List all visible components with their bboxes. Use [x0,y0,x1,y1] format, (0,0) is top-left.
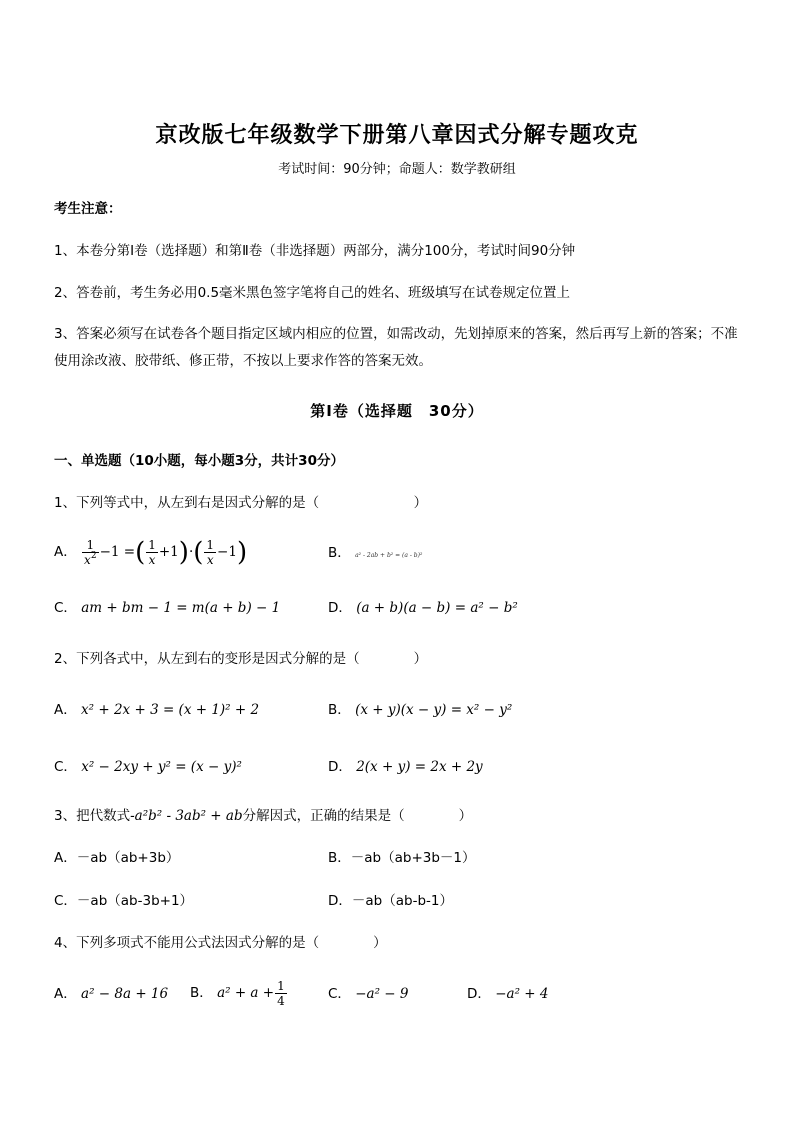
question-3-option-d: D．－ab（ab-b-1） [328,893,453,909]
option-b-label: B． [328,702,351,718]
question-1-option-b [328,543,422,566]
question-4-stem: 4、下列多项式不能用公式法因式分解的是（ ） [54,935,387,951]
option-a-formula: a² − 8a + 16 [81,986,169,1002]
option-d-label: D． [328,759,352,775]
stem-prefix: 3、把代数式 [54,808,131,824]
option-b-label: B． [328,545,351,561]
question-4-option-c [328,984,409,1004]
option-c-formula: x² − 2xy + y² = (x − y)² [81,759,242,775]
notice-item-2: 2、答卷前，考生务必用0.5毫米黑色签字笔将自己的姓名、班级填写在试卷规定位置上 [54,285,571,301]
part-heading: 一、单选题（10小题，每小题3分，共计30分） [54,453,344,469]
notice-heading: 考生注意： [54,201,122,217]
option-a-label: A． [54,986,77,1002]
question-1-option-c [54,598,280,618]
option-b-formula: a² + a + $\frac{1}{4}$ [217,979,285,1008]
option-d-formula: 2(x + y) = 2x + 2y [356,759,483,775]
question-4-option-a [54,984,168,1004]
option-c-label: C． [54,759,77,775]
question-2-option-c [54,757,242,777]
exam-info: 考试时间：90分钟；命题人：数学教研组 [278,162,516,177]
option-a-formula: x² + 2x + 3 = (x + 1)² + 2 [81,702,260,718]
section-title: 第Ⅰ卷（选择题 30分） [310,402,484,420]
notice-item-1: 1、本卷分第Ⅰ卷（选择题）和第Ⅱ卷（非选择题）两部分，满分100分，考试时间90分钟 [54,243,576,259]
stem-expression: -a²b² - 3ab² + ab [130,808,243,824]
option-a-label: A． [54,544,77,560]
page-title: 京改版七年级数学下册第八章因式分解专题攻克 [155,123,639,148]
question-1-option-d [328,598,518,618]
option-a-label: A． [54,702,77,718]
question-3-stem [54,806,472,826]
question-2-option-b [328,700,512,720]
option-d-label: D． [328,600,352,616]
option-a-formula: $\frac{1}{x^2}$ −1 =( $\frac{1}{x}$ +1)·( $\frac{1}{x}$ −1) [84,537,248,568]
option-c-formula: am + bm − 1 = m(a + b) − 1 [81,600,281,616]
option-d-formula: (a + b)(a − b) = a² − b² [356,600,518,616]
option-b-formula-main: a² + a + [217,985,275,1001]
question-2-option-d [328,757,483,777]
option-c-formula: −a² − 9 [355,986,409,1002]
question-3-option-a: A．－ab（ab+3b） [54,850,180,866]
option-b-label: B． [190,985,213,1001]
question-2-stem: 2、下列各式中，从左到右的变形是因式分解的是（ ） [54,651,428,667]
stem-suffix: 分解因式，正确的结果是（ ） [242,808,473,824]
option-b-formula: a² - 2ab + b² = (a - b)² [355,552,423,559]
question-3-option-c: C．－ab（ab-3b+1） [54,893,194,909]
question-4-option-d [467,984,548,1004]
option-b-formula: (x + y)(x − y) = x² − y² [355,702,513,718]
question-1-stem: 1、下列等式中，从左到右是因式分解的是（ ） [54,495,428,511]
question-1-option-a [54,538,247,567]
option-c-label: C． [54,600,77,616]
option-c-label: C． [328,986,351,1002]
question-4-option-b [190,979,288,1008]
question-2-option-a [54,700,259,720]
option-d-label: D． [467,986,491,1002]
option-d-formula: −a² + 4 [495,986,549,1002]
notice-item-3: 3、答案必须写在试卷各个题目指定区域内相应的位置，如需改动，先划掉原来的答案，然后再写上新的答案；不准使用涂改液、胶带纸、修正带，不按以上要求作答的答案无效。 [54,326,738,369]
question-3-option-b: B．－ab（ab+3b－1） [328,850,476,866]
